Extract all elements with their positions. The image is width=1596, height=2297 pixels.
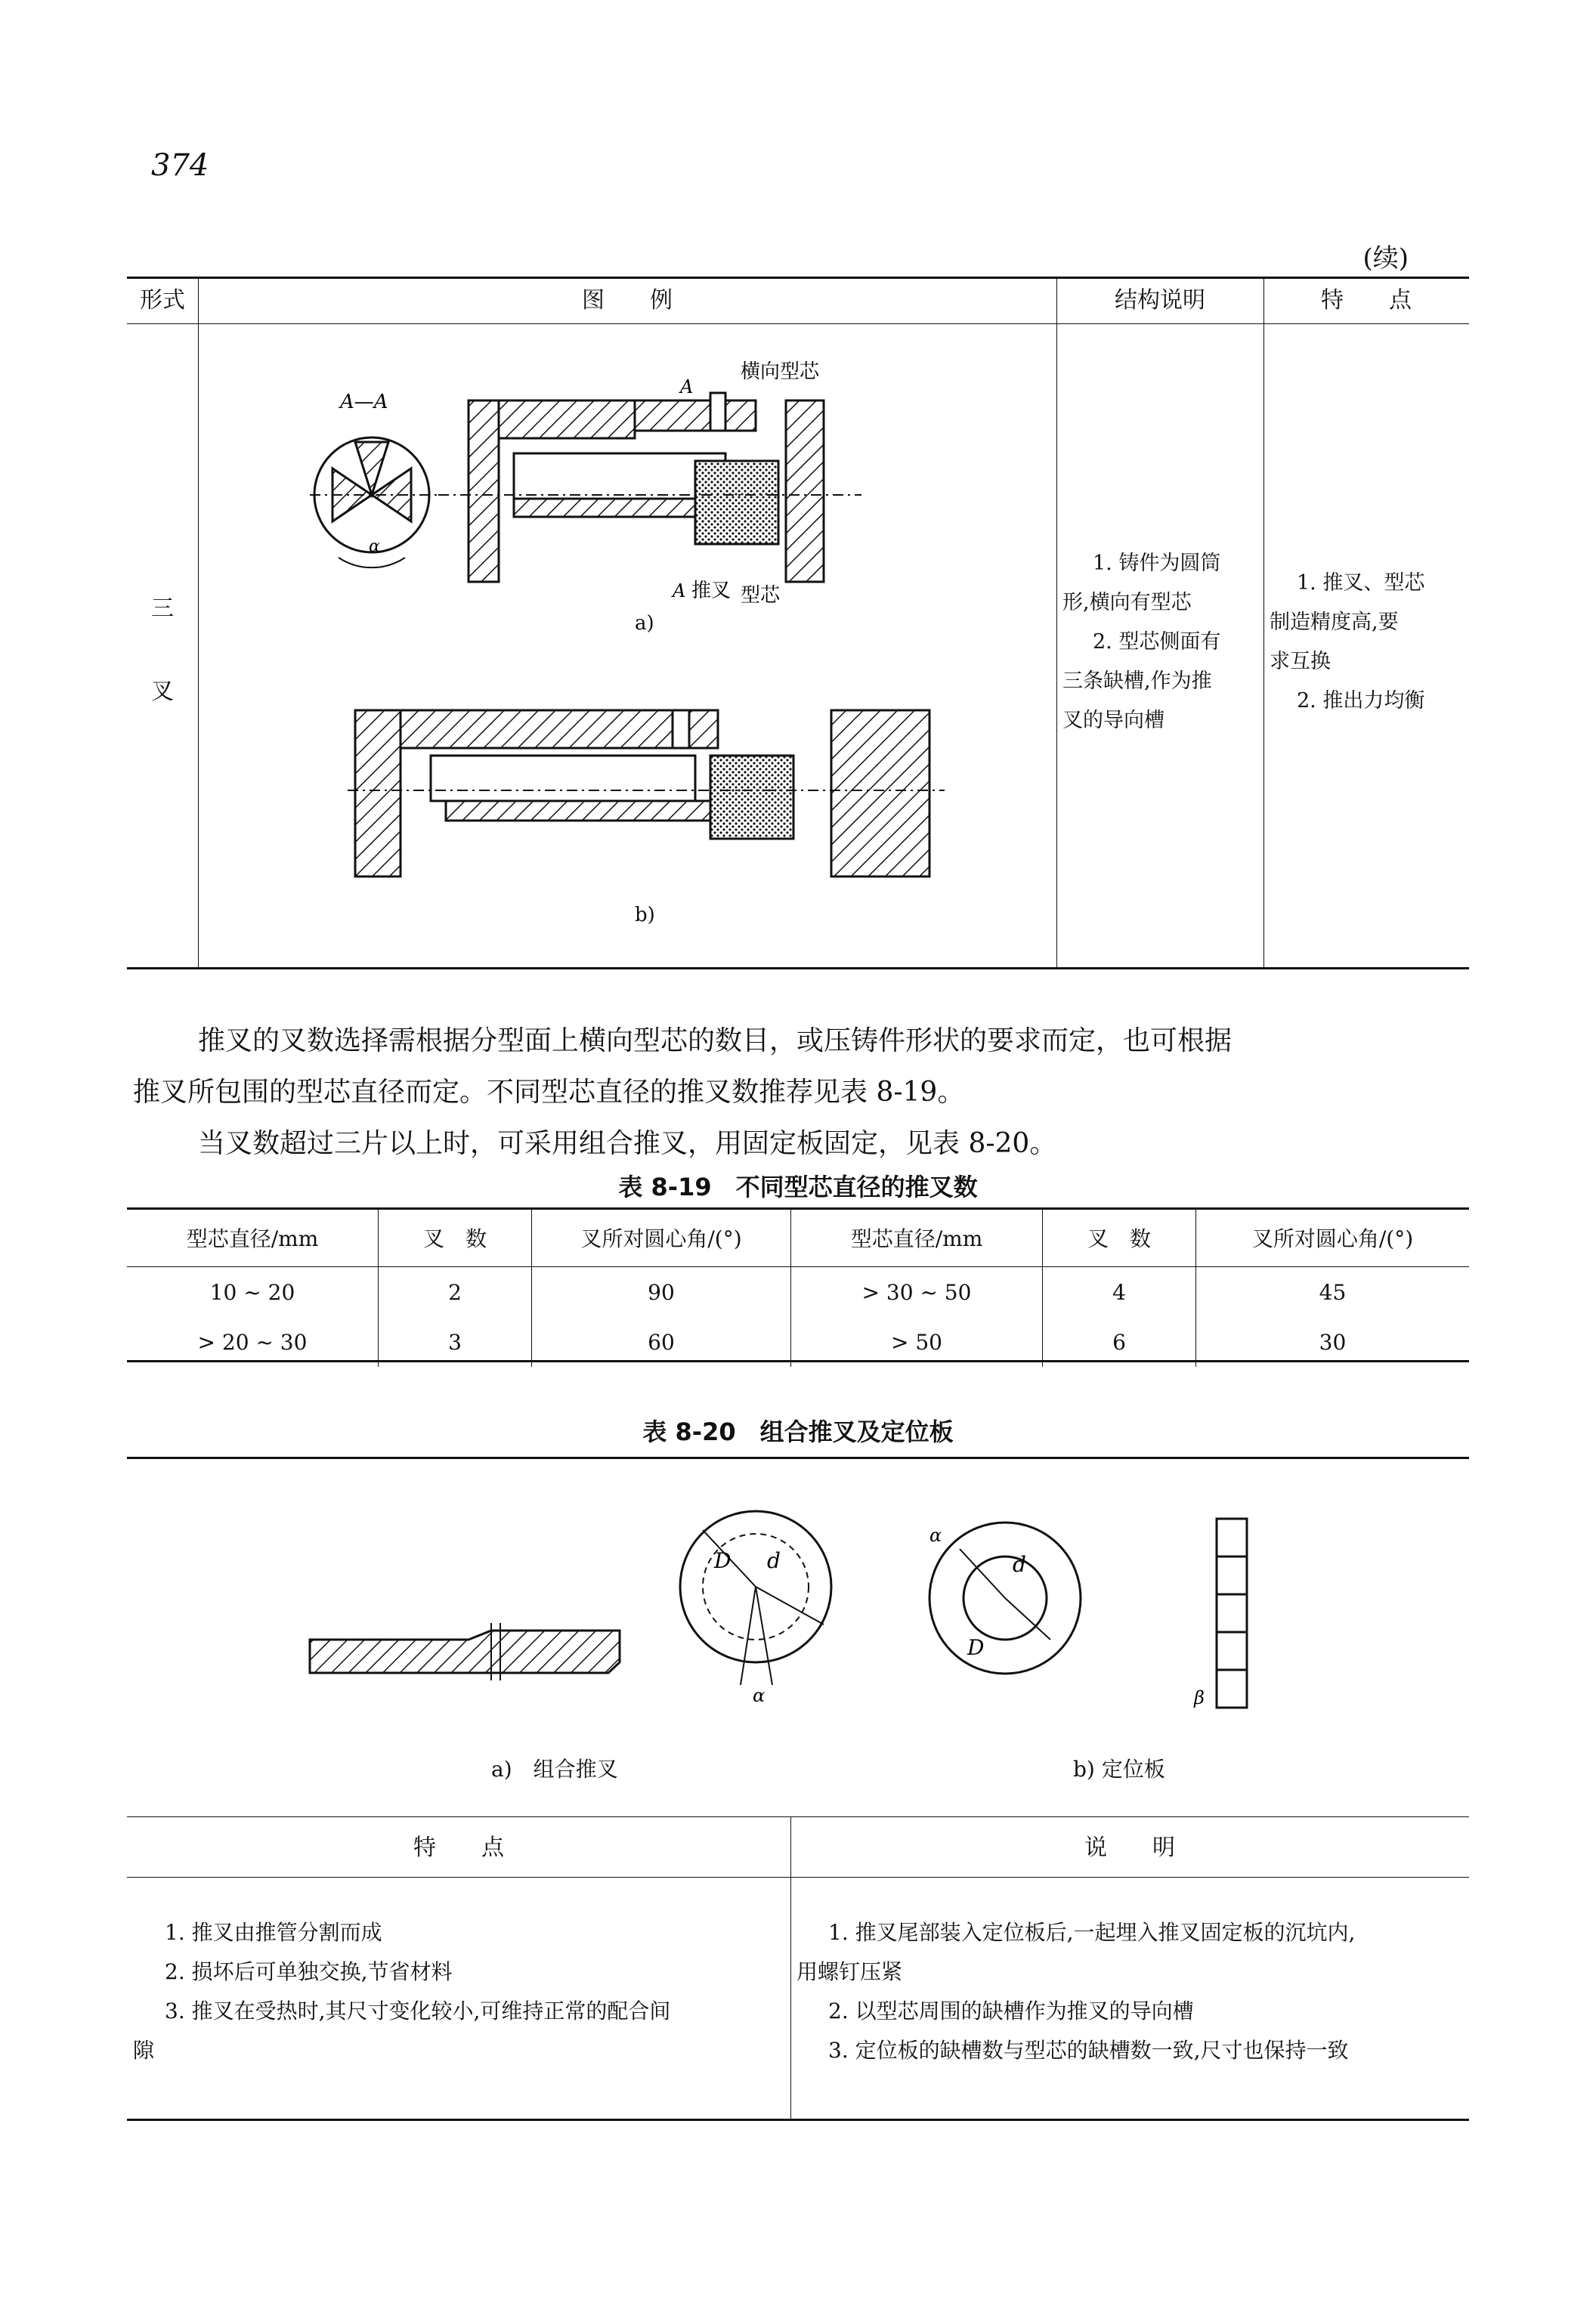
form-label-2: 叉 [151,679,174,705]
figure-a-caption: a) [635,612,654,635]
top-table-rule-top [127,277,1469,279]
alpha-arc [339,558,405,567]
top-table-rule-bottom [127,967,1469,969]
structure-line-3: 2. 型芯侧面有 [1093,630,1221,654]
structure-line-1: 1. 铸件为圆筒 [1093,552,1221,575]
figure-b-drawing [348,695,952,892]
structure-line-5: 叉的导向槽 [1062,709,1165,732]
core-pin [514,453,725,499]
t19-r1c5: 30 [1196,1317,1470,1367]
t20-note-line-1: 1. 推叉尾部装入定位板后,一起埋入推叉固定板的沉坑内, [828,1920,1356,1945]
form-label-1: 三 [151,595,174,622]
feature-line-4: 2. 推出力均衡 [1297,689,1425,713]
table-8-19-caption: 表 8-19 不同型芯直径的推叉数 [618,1173,978,1201]
alpha-label-a: α [753,1685,766,1706]
t19-r0c4: 4 [1043,1267,1196,1318]
t19-r1c4: 6 [1043,1317,1196,1367]
d-line [756,1587,824,1625]
plate-side [1217,1519,1247,1708]
casting-b [710,756,793,839]
t20-header-features: 特 点 [413,1835,504,1861]
col-divider-1 [198,277,199,969]
mold-top-mid [635,400,756,431]
figure-b-caption: b) [635,904,655,926]
col-divider-2 [1056,277,1057,969]
t20-notes-text [796,1913,1466,2070]
t20-rule-top [127,1457,1469,1459]
header-form: 形式 [140,287,185,314]
mold-left-wall [469,400,499,582]
t19-h0: 型芯直径/mm [127,1209,379,1267]
t19-rule-bottom [127,1360,1469,1362]
t19-r0c3: > 30 ~ 50 [791,1267,1043,1318]
structure-text [1062,544,1262,740]
lateral-core-label: 横向型芯 [741,360,820,383]
t20-note-line-4: 3. 定位板的缺槽数与型芯的缺槽数一致,尺寸也保持一致 [828,2038,1349,2063]
t19-r0c5: 45 [1196,1267,1470,1318]
features-text [1270,564,1469,721]
t20-note-line-3: 2. 以型芯周围的缺槽作为推叉的导向槽 [828,1999,1194,2023]
t19-r1c1: 3 [379,1317,532,1367]
cut-label-bottom: A [673,580,686,601]
table-row [127,1267,1469,1318]
t20-rule-bottom [127,2119,1469,2121]
cut-label-top: A [680,376,694,397]
paragraph-1a: 推叉的叉数选择需根据分型面上横向型芯的数目，或压铸件形状的要求而定，也可根据 [198,1025,1233,1056]
beta-label: β [1194,1687,1205,1708]
t20-features-text [133,1913,786,2070]
t19-h5: 叉所对圆心角/(°) [1196,1209,1470,1267]
D-label-a: D [714,1548,732,1573]
alpha-line-left [741,1587,756,1685]
figure-8-20a-caption: a) 组合推叉 [491,1757,618,1782]
figure-8-20-drawing [302,1496,1285,1738]
mold-right-wall [786,400,824,582]
structure-line-2: 形,横向有型芯 [1062,591,1192,614]
push-fork-b [446,801,718,821]
t20-feature-line-1: 1. 推叉由推管分割而成 [165,1920,382,1945]
table-8-19 [127,1209,1469,1367]
t20-rule-mid [127,1816,1469,1817]
t19-h3: 型芯直径/mm [791,1209,1043,1267]
t19-r1c0: > 20 ~ 30 [197,1329,308,1355]
alpha-line-right [756,1587,772,1685]
t19-h1: 叉 数 [379,1209,532,1267]
t20-note-line-2: 用螺钉压紧 [796,1959,903,1984]
t20-feature-line-4: 隙 [133,2038,155,2063]
d-label-b: d [1013,1552,1026,1577]
figure-8-20b-caption: b) 定位板 [1073,1757,1165,1782]
t20-rule-header [127,1877,1469,1878]
header-structure: 结构说明 [1115,287,1205,314]
feature-line-1: 1. 推叉、型芯 [1297,571,1425,595]
feature-line-3: 求互换 [1270,650,1331,673]
t20-feature-line-2: 2. 损坏后可单独交换,节省材料 [165,1959,453,1984]
d-label-a: d [767,1548,781,1573]
alpha-label-b: α [929,1525,942,1546]
push-fork-label: 推叉 [691,580,732,602]
top-table-rule-header [127,323,1469,324]
feature-line-2: 制造精度高,要 [1270,611,1399,634]
paragraph-2: 当叉数超过三片以上时，可采用组合推叉，用固定板固定，见表 8-20。 [198,1128,1057,1159]
D-label-b: D [967,1635,985,1660]
header-features: 特 点 [1321,287,1412,314]
t19-r1c3: > 50 [791,1317,1043,1367]
combined-fork-side [310,1631,620,1673]
paragraph-1b: 推叉所包围的型芯直径而定。不同型芯直径的推叉数推荐见表 8-19。 [133,1077,965,1108]
section-label: A—A [340,391,388,413]
figure-a-drawing [287,348,1043,627]
page-number: 374 [151,148,209,183]
table-8-20-caption: 表 8-20 组合推叉及定位板 [642,1417,954,1446]
t20-header-notes: 说 明 [1084,1835,1175,1861]
lateral-core-b [673,710,689,748]
core-label: 型芯 [741,584,781,607]
mold-b-right [831,710,929,876]
mold-b-top [401,710,718,748]
structure-line-4: 三条缺槽,作为推 [1062,669,1212,693]
t19-r0c2: 90 [532,1267,791,1318]
mold-top-left [499,400,635,438]
t19-h2: 叉所对圆心角/(°) [532,1209,791,1267]
lateral-core-pin [710,393,725,431]
t19-h4: 叉 数 [1043,1209,1196,1267]
t19-r0c0: 10 ~ 20 [209,1279,295,1305]
t19-r0c1: 2 [379,1267,532,1318]
core-b [431,756,695,801]
header-figure: 图 例 [582,287,673,314]
t20-feature-line-3: 3. 推叉在受热时,其尺寸变化较小,可维持正常的配合间 [165,1999,671,2023]
mold-b-left [355,710,401,876]
table-header-row [127,1209,1469,1267]
continued-label: (续) [1362,243,1409,274]
alpha-label: α [369,537,380,556]
t19-r1c2: 60 [532,1317,791,1367]
casting [695,461,778,544]
